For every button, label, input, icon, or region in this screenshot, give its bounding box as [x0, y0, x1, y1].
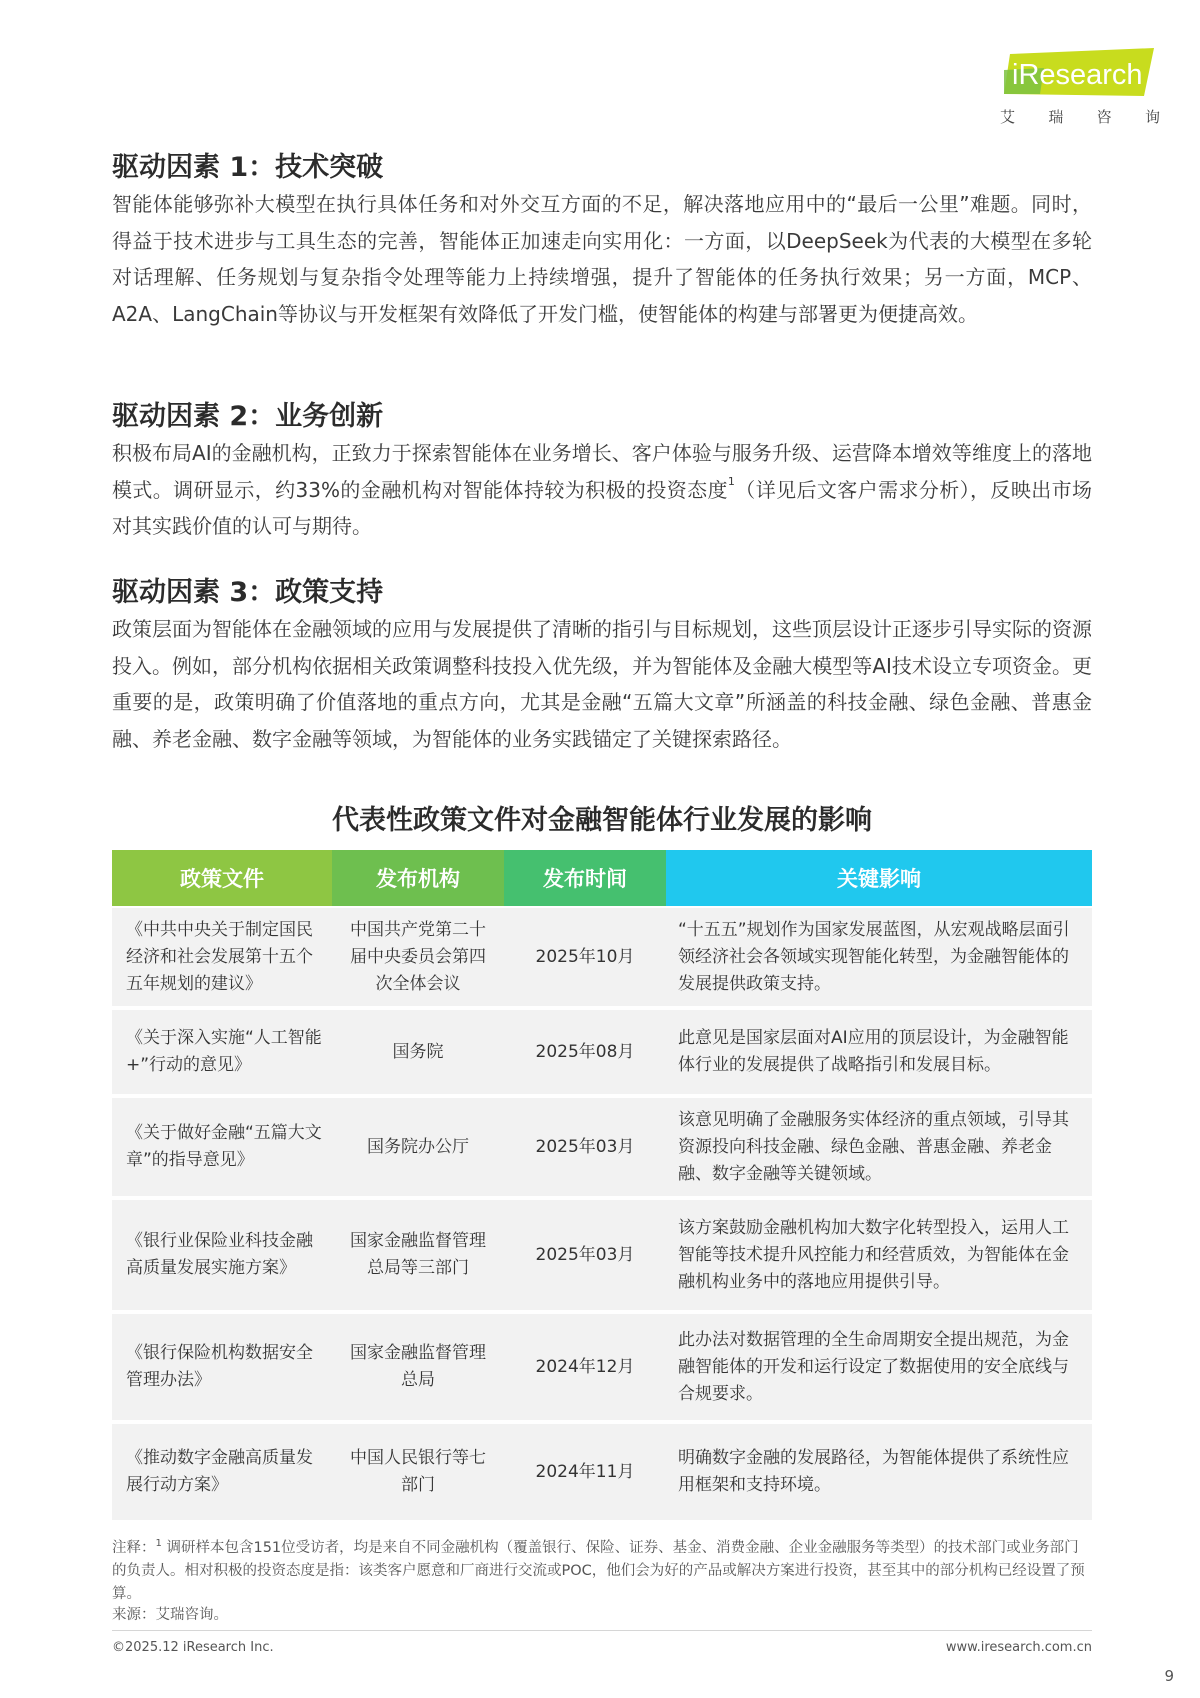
- footer-website-link[interactable]: www.iresearch.com.cn: [945, 1640, 1092, 1655]
- table-row: [112, 1098, 1092, 1196]
- logo-brand-text: iResearch: [1012, 59, 1143, 91]
- policy-org-cell: 国家金融监督管理总局等三部门: [350, 1231, 486, 1278]
- section-paragraph-business: [112, 435, 1092, 545]
- policy-org-cell: 中国人民银行等七部门: [350, 1448, 486, 1495]
- policy-impact-cell: “十五五”规划作为国家发展蓝图，从宏观战略层面引领经济社会各领域实现智能化转型，为金融智能体的发展提供政策支持。: [678, 919, 1070, 994]
- logo-char: 艾: [1000, 108, 1016, 126]
- policy-doc-cell: 《银行保险机构数据安全管理办法》: [126, 1343, 313, 1390]
- policy-org-cell: 国家金融监督管理总局: [350, 1343, 486, 1390]
- note-mark: 1: [155, 1538, 162, 1549]
- logo-chinese-name: [1000, 106, 1160, 127]
- note-body: 调研样本包含151位受访者，均是来自不同金融机构（覆盖银行、保险、证券、基金、消费金融、企业金融服务等类型）的技术部门或业务部门的负责人。相对积极的投资态度是指：该类客户愿意和厂商进行交流或POC，他们会为好的产品或解决方案进行投资，甚至其中的部分机构已经设置了预算。: [112, 1539, 1085, 1602]
- policy-date-cell: 2025年08月: [535, 1041, 635, 1062]
- table-row: [112, 1424, 1092, 1520]
- logo-char: 瑞: [1048, 108, 1064, 126]
- page-number: 9: [1164, 1667, 1174, 1685]
- source-text: 来源：艾瑞咨询。: [112, 1607, 228, 1623]
- policy-impact-cell: 此意见是国家层面对AI应用的顶层设计，为金融智能体行业的发展提供了战略指引和发展目标。: [678, 1028, 1069, 1075]
- table-header-cell: 关键影响: [666, 850, 1092, 906]
- policy-impact-cell: 明确数字金融的发展路径，为智能体提供了系统性应用框架和支持环境。: [678, 1448, 1069, 1495]
- policy-date-cell: 2024年12月: [535, 1356, 635, 1377]
- policy-org-cell: 中国共产党第二十届中央委员会第四次全体会议: [350, 919, 486, 994]
- policy-doc-cell: 《银行业保险业科技金融高质量发展实施方案》: [126, 1231, 313, 1278]
- policy-doc-cell: 《推动数字金融高质量发展行动方案》: [126, 1448, 313, 1495]
- table-row: [112, 908, 1092, 1006]
- footer-copyright: ©2025.12 iResearch Inc.: [112, 1640, 274, 1655]
- policy-doc-cell: 《中共中央关于制定国民经济和社会发展第十五个五年规划的建议》: [126, 919, 313, 994]
- table-row: [112, 1314, 1092, 1420]
- table-header-row: [112, 850, 1092, 906]
- table-row: [112, 1010, 1092, 1094]
- note-prefix: 注释：: [112, 1539, 156, 1556]
- table-header-cell: 政策文件: [112, 850, 332, 906]
- policy-doc-cell: 《关于深入实施“人工智能+”行动的意见》: [126, 1028, 322, 1075]
- iresearch-logo-mark: [1004, 48, 1154, 96]
- logo-char: 咨: [1096, 108, 1112, 126]
- policy-doc-cell: 《关于做好金融“五篇大文章”的指导意见》: [126, 1123, 322, 1170]
- policy-impact-cell: 此办法对数据管理的全生命周期安全提出规范，为金融智能体的开发和运行设定了数据使用的安全底线与合规要求。: [678, 1329, 1069, 1404]
- policy-date-cell: 2025年10月: [535, 946, 635, 967]
- iresearch-logo: [992, 44, 1162, 128]
- footnote-mark[interactable]: 1: [727, 474, 735, 488]
- policy-impact-cell: 该方案鼓励金融机构加大数字化转型投入，运用人工智能等技术提升风控能力和经营质效，为智能体在金融机构业务中的落地应用提供引导。: [678, 1217, 1069, 1292]
- table-header-cell: 发布机构: [332, 850, 504, 906]
- paragraph-text: （详见后文客户需求分析），反映出市场对其实践价值的认可与期待。: [112, 477, 1093, 538]
- section-heading-tech: 驱动因素 1：技术突破: [112, 152, 384, 183]
- section-heading-business: 驱动因素 2：业务创新: [112, 401, 384, 432]
- paragraph-text: 积极布局AI的金融机构，正致力于探索智能体在业务增长、客户体验与服务升级、运营降本增效等维度上的落地模式。调研显示，约33%的金融机构对智能体持较为积极的投资态度: [112, 441, 1092, 502]
- policy-org-cell: 国务院办公厅: [367, 1136, 469, 1157]
- policy-org-cell: 国务院: [392, 1041, 444, 1062]
- footnote-text: [112, 1532, 1092, 1606]
- policy-date-cell: 2025年03月: [535, 1136, 635, 1157]
- footer-divider: [112, 1630, 1092, 1631]
- section-heading-policy: 驱动因素 3：政策支持: [112, 577, 384, 608]
- policy-impact-cell: 该意见明确了金融服务实体经济的重点领域，引导其资源投向科技金融、绿色金融、普惠金融、养老金融、数字金融等关键领域。: [678, 1109, 1069, 1184]
- table-header-cell: 发布时间: [504, 850, 666, 906]
- section-paragraph-policy: 政策层面为智能体在金融领域的应用与发展提供了清晰的指引与目标规划，这些顶层设计正逐步引导实际的资源投入。例如，部分机构依据相关政策调整科技投入优先级，并为智能体及金融大模型等AI技术设立专项资金。更重要的是，政策明确了价值落地的重点方向，尤其是金融“五篇大文章”所涵盖的科技金融、绿色金融、普惠金融、养老金融、数字金融等领域，为智能体的业务实践锚定了关键探索路径。: [112, 617, 1092, 751]
- policy-table: [112, 850, 1092, 1520]
- policy-date-cell: 2025年03月: [535, 1244, 635, 1265]
- policy-date-cell: 2024年11月: [535, 1461, 635, 1482]
- logo-char: 询: [1144, 108, 1160, 126]
- table-row: [112, 1200, 1092, 1310]
- table-title: 代表性政策文件对金融智能体行业发展的影响: [332, 805, 872, 836]
- section-paragraph-tech: 智能体能够弥补大模型在执行具体任务和对外交互方面的不足，解决落地应用中的“最后一公里”难题。同时，得益于技术进步与工具生态的完善，智能体正加速走向实用化：一方面，以DeepSeek为代表的大模型在多轮对话理解、任务规划与复杂指令处理等能力上持续增强，提升了智能体的任务执行效果；另一方面，MCP、A2A、LangChain等协议与开发框架有效降低了开发门槛，使智能体的构建与部署更为便捷高效。: [112, 192, 1092, 326]
